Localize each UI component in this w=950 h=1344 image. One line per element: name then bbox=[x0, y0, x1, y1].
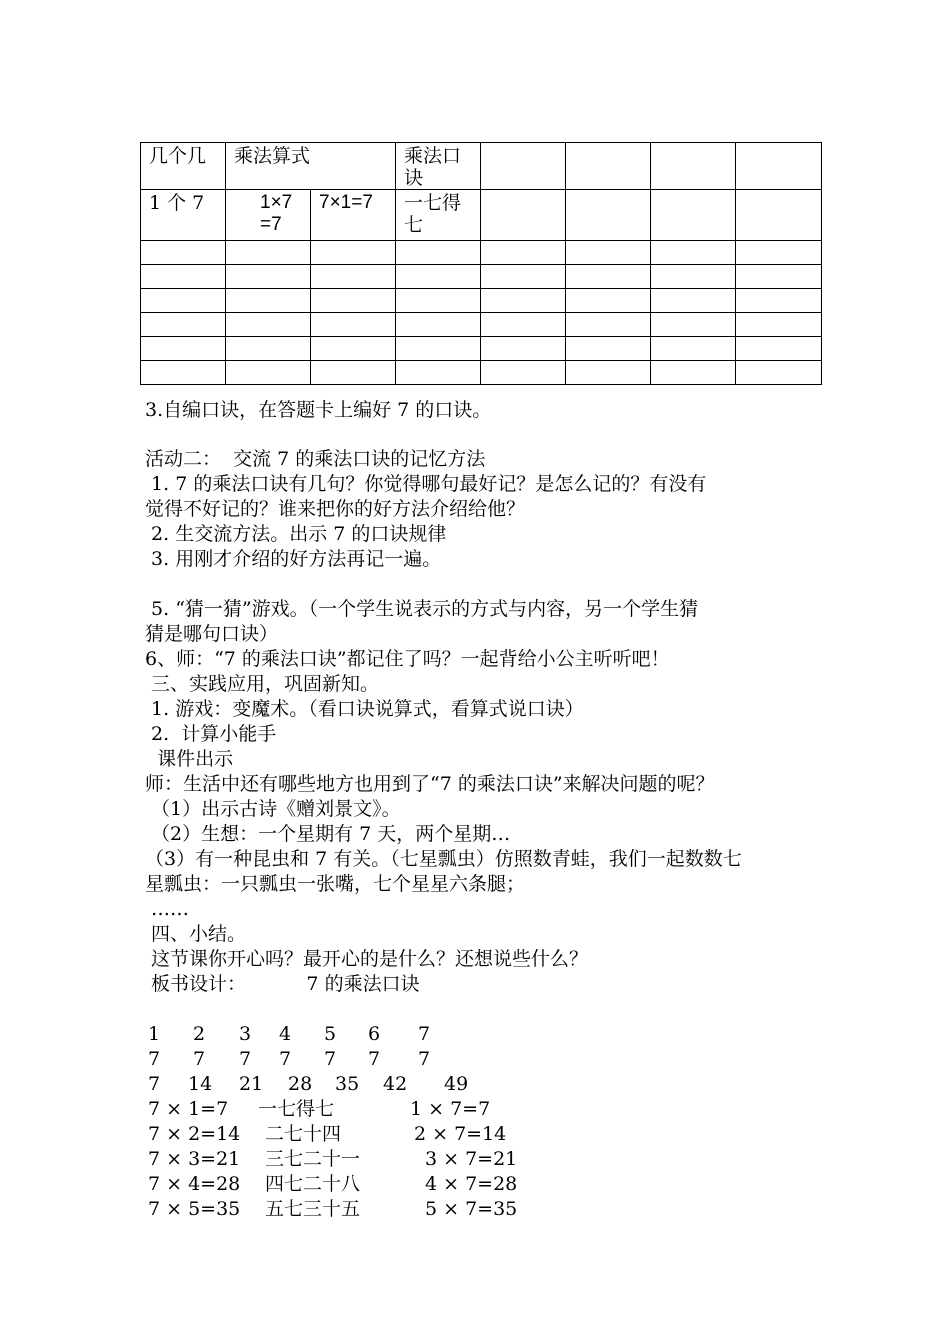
text-line: 3.自编口诀，在答题卡上编好 7 的口诀。 bbox=[145, 399, 492, 421]
table-cell bbox=[481, 143, 566, 190]
table-cell: 乘法口诀 bbox=[396, 143, 481, 190]
board-product: 21 bbox=[239, 1073, 264, 1095]
board-rhyme: 一七得七 bbox=[258, 1098, 335, 1120]
text-line: 师：生活中还有哪些地方也用到了“7 的乘法口诀”来解决问题的呢？ bbox=[145, 773, 715, 795]
board-number: 2 bbox=[193, 1023, 206, 1045]
board-equation: 7 × 4=28 bbox=[148, 1173, 241, 1195]
board-equation-reverse: 3 × 7=21 bbox=[425, 1148, 518, 1170]
board-equation: 7 × 3=21 bbox=[148, 1148, 241, 1170]
board-rhyme: 四七二十八 bbox=[265, 1173, 361, 1195]
table-cell: 一七得七 bbox=[396, 190, 481, 241]
board-product: 14 bbox=[188, 1073, 213, 1095]
board-number: 7 bbox=[418, 1023, 431, 1045]
table-cell: 乘法算式 bbox=[226, 143, 396, 190]
text-line: 6、师：“7 的乘法口诀”都记住了吗？一起背给小公主听听吧！ bbox=[145, 648, 670, 670]
board-equation: 7 × 1=7 bbox=[148, 1098, 229, 1120]
table-row bbox=[141, 190, 822, 241]
text-line: 3. 用刚才介绍的好方法再记一遍。 bbox=[145, 548, 442, 570]
board-product: 42 bbox=[383, 1073, 408, 1095]
board-equation-reverse: 5 × 7=35 bbox=[425, 1198, 518, 1220]
board-rhyme: 五七三十五 bbox=[265, 1198, 361, 1220]
board-product: 28 bbox=[288, 1073, 313, 1095]
table-cell bbox=[481, 190, 566, 241]
board-seven: 7 bbox=[239, 1048, 252, 1070]
table-row bbox=[141, 289, 822, 313]
text-line: （2）生想：一个星期有 7 天，两个星期… bbox=[145, 823, 511, 845]
text-line: 课件出示 bbox=[145, 748, 234, 770]
board-seven: 7 bbox=[324, 1048, 337, 1070]
board-seven: 7 bbox=[418, 1048, 431, 1070]
board-number: 4 bbox=[279, 1023, 292, 1045]
table-cell bbox=[736, 143, 822, 190]
text-line: 觉得不好记的？谁来把你的好方法介绍给他？ bbox=[145, 498, 526, 520]
board-product: 49 bbox=[444, 1073, 469, 1095]
table-cell: 几个几 bbox=[141, 143, 226, 190]
board-seven: 7 bbox=[193, 1048, 206, 1070]
board-number: 6 bbox=[368, 1023, 381, 1045]
board-number: 1 bbox=[148, 1023, 161, 1045]
table-cell bbox=[651, 190, 736, 241]
table-cell bbox=[566, 143, 651, 190]
table-row bbox=[141, 337, 822, 361]
table-cell: 1×7 =7 bbox=[226, 190, 311, 241]
text-line: （3）有一种昆虫和 7 有关。（七星瓢虫）仿照数青蛙，我们一起数数七 bbox=[145, 848, 742, 870]
section-heading: 四、小结。 bbox=[145, 923, 247, 945]
multiplication-table bbox=[140, 142, 822, 385]
section-heading: 活动二： 交流 7 的乘法口诀的记忆方法 bbox=[145, 448, 486, 470]
board-equation-reverse: 2 × 7=14 bbox=[414, 1123, 507, 1145]
text-line: …… bbox=[145, 898, 190, 920]
board-equation-reverse: 4 × 7=28 bbox=[425, 1173, 518, 1195]
board-rhyme: 二七十四 bbox=[265, 1123, 342, 1145]
table-row bbox=[141, 265, 822, 289]
board-number: 3 bbox=[239, 1023, 252, 1045]
board-design-title: 板书设计： 7 的乘法口诀 bbox=[145, 973, 420, 995]
table-row bbox=[141, 313, 822, 337]
board-equation: 7 × 2=14 bbox=[148, 1123, 241, 1145]
board-seven: 7 bbox=[148, 1048, 161, 1070]
text-line: 5. “猜一猜”游戏。（一个学生说表示的方式与内容，另一个学生猜 bbox=[145, 598, 699, 620]
table-cell bbox=[736, 190, 822, 241]
table-cell: 7×1=7 bbox=[311, 190, 396, 241]
table-row bbox=[141, 361, 822, 385]
board-product: 7 bbox=[148, 1073, 161, 1095]
text-line: 这节课你开心吗？最开心的是什么？还想说些什么？ bbox=[145, 948, 589, 970]
board-product: 35 bbox=[335, 1073, 360, 1095]
board-number: 5 bbox=[324, 1023, 337, 1045]
table-cell bbox=[566, 190, 651, 241]
text-line: 1. 7 的乘法口诀有几句？你觉得哪句最好记？是怎么记的？有没有 bbox=[145, 473, 707, 495]
section-heading: 三、实践应用，巩固新知。 bbox=[145, 673, 380, 695]
text-line: 星瓢虫：一只瓢虫一张嘴，七个星星六条腿； bbox=[145, 873, 526, 895]
text-line: （1）出示古诗《赠刘景文》。 bbox=[145, 798, 401, 820]
text-line: 2. 生交流方法。出示 7 的口诀规律 bbox=[145, 523, 447, 545]
board-equation: 7 × 5=35 bbox=[148, 1198, 241, 1220]
board-seven: 7 bbox=[279, 1048, 292, 1070]
table-header-row bbox=[141, 143, 822, 190]
table-row bbox=[141, 241, 822, 265]
board-rhyme: 三七二十一 bbox=[265, 1148, 361, 1170]
text-line: 1. 游戏：变魔术。（看口诀说算式，看算式说口诀） bbox=[145, 698, 584, 720]
table-cell: 1 个 7 bbox=[141, 190, 226, 241]
board-seven: 7 bbox=[368, 1048, 381, 1070]
table-cell bbox=[651, 143, 736, 190]
board-equation-reverse: 1 × 7=7 bbox=[410, 1098, 491, 1120]
text-line: 猜是哪句口诀） bbox=[145, 623, 279, 645]
text-line: 2. 计算小能手 bbox=[145, 723, 277, 745]
